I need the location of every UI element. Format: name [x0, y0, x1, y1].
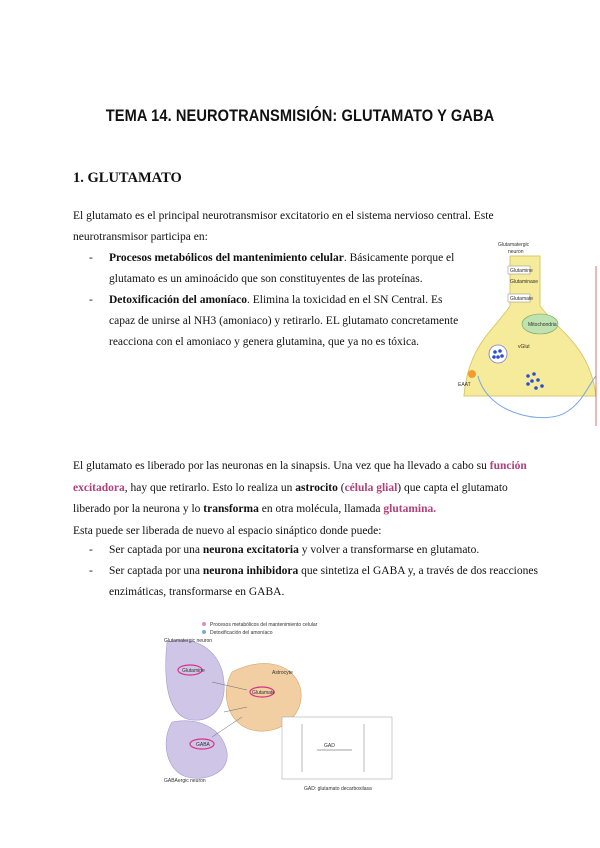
- legend-dot: [202, 630, 206, 634]
- figure-label: GABAergic neuron: [164, 778, 206, 784]
- text-run: ) que capta el glutamato liberado por la neurona y lo: [73, 481, 508, 515]
- bullet-dash: -: [89, 294, 93, 306]
- glutamatergic-neuron-figure: [458, 236, 600, 432]
- glutamate-dot: [492, 355, 496, 359]
- glutamate-dot: [540, 384, 544, 388]
- figure-label: Glutamate: [510, 296, 534, 302]
- list-item: [73, 248, 463, 290]
- bullet-bold: neurona inhibidora: [202, 565, 299, 577]
- page-title: TEMA 14. NEUROTRANSMISIÓN: GLUTAMATO Y GABA: [105, 106, 495, 125]
- text-run: , hay que retirarlo. Esto lo realiza un: [124, 481, 296, 494]
- figure-label-title: Glutamatergic: [498, 242, 530, 248]
- text-run: Esta puede ser liberada de nuevo al espacio sináptico donde puede:: [73, 524, 382, 537]
- figure-label: EAAT: [458, 382, 471, 388]
- functions-list: [73, 248, 463, 353]
- glutamate-dot: [496, 355, 500, 359]
- legend-label: Procesos metabólicos del mantenimiento celular: [210, 622, 318, 628]
- figure-label: GAD: [324, 743, 335, 749]
- section-heading: 1. GLUTAMATO: [73, 170, 182, 186]
- bullet-dash: -: [89, 252, 93, 264]
- vesicle-shape: [489, 345, 507, 363]
- figure-label: Glutaminase: [510, 279, 539, 285]
- glutamate-dot: [534, 386, 538, 390]
- bullet-dash: -: [89, 544, 93, 556]
- glutamate-dot: [530, 379, 534, 383]
- list-item: [73, 561, 543, 603]
- bold-transforma: transforma: [203, 503, 259, 515]
- reaction-box: [282, 717, 392, 779]
- legend-dot: [202, 622, 206, 626]
- bullet-bold: neurona excitatoria: [202, 544, 299, 556]
- eaat-transporter: [468, 370, 476, 378]
- highlight-glutamina: glutamina.: [383, 503, 437, 515]
- figure-label: Glutamine: [510, 268, 533, 274]
- intro-paragraph: El glutamato es el principal neurotransmisor excitatorio en el sistema nervioso central. Este neurotransmisor participa en:: [73, 210, 494, 243]
- bold-astrocyte: astrocito: [295, 481, 338, 494]
- text-run: El glutamato es liberado por las neuronas en la sinapsis. Una vez que ha llevado a cabo su: [73, 460, 490, 472]
- glutamate-dot: [526, 382, 530, 386]
- bullet-bold: Detoxificación del amoníaco: [109, 294, 247, 306]
- text-run: (: [337, 481, 345, 494]
- figure-label-title: neuron: [508, 249, 524, 255]
- uptake-list: [73, 540, 543, 603]
- figure-label: Astrocyte: [272, 670, 293, 676]
- glutamate-dot: [500, 354, 504, 358]
- figure-label: Glutamatergic neuron: [164, 638, 213, 644]
- figure-label: vGlut: [518, 344, 530, 350]
- highlight-function: función excitadora: [73, 460, 527, 494]
- glutamate-dot: [498, 349, 502, 353]
- figure-label: GABA: [196, 742, 210, 748]
- text-run: Ser captada por una: [109, 565, 203, 577]
- glutamate-dot: [493, 350, 497, 354]
- bullet-dash: -: [89, 565, 93, 577]
- figure-caption: GAD: glutamato decarboxilasa: [304, 786, 372, 792]
- highlight-glial: célula glial: [344, 481, 398, 494]
- text-run: que sintetiza el GABA y, a través de dos reacciones enzimáticas, transformarse en GABA.: [109, 565, 538, 598]
- text-run: en otra molécula, llamada: [258, 503, 384, 515]
- figure-label: Glutamine: [182, 668, 205, 674]
- list-item: [73, 290, 463, 353]
- glutamate-dot: [526, 374, 530, 378]
- release-paragraph: [73, 456, 533, 542]
- figure-label: Mitochondria: [528, 322, 557, 328]
- bullet-text: . Elimina la toxicidad en el SN Central. Es capaz de unirse al NH3 (amoniaco) y retirarlo. EL glutamato concretamente reacciona con el amoniaco y genera glutamina, que ya no es tóxica.: [109, 294, 459, 348]
- glutamate-dot: [536, 378, 540, 382]
- glutamate-dot: [532, 372, 536, 376]
- figure-label: Glutamate: [252, 690, 276, 696]
- text-run: y volver a transformarse en glutamato.: [298, 544, 480, 556]
- legend-label: Detoxificación del amoníaco: [210, 630, 273, 636]
- bullet-text: . Básicamente porque el glutamato es un aminoácido que son constituyentes de las proteínas.: [109, 252, 455, 285]
- bullet-bold: Procesos metabólicos del mantenimiento celular: [109, 252, 344, 264]
- glutamate-gaba-cycle-figure: [152, 612, 398, 796]
- list-item: [73, 540, 543, 561]
- text-run: Ser captada por una: [109, 544, 203, 556]
